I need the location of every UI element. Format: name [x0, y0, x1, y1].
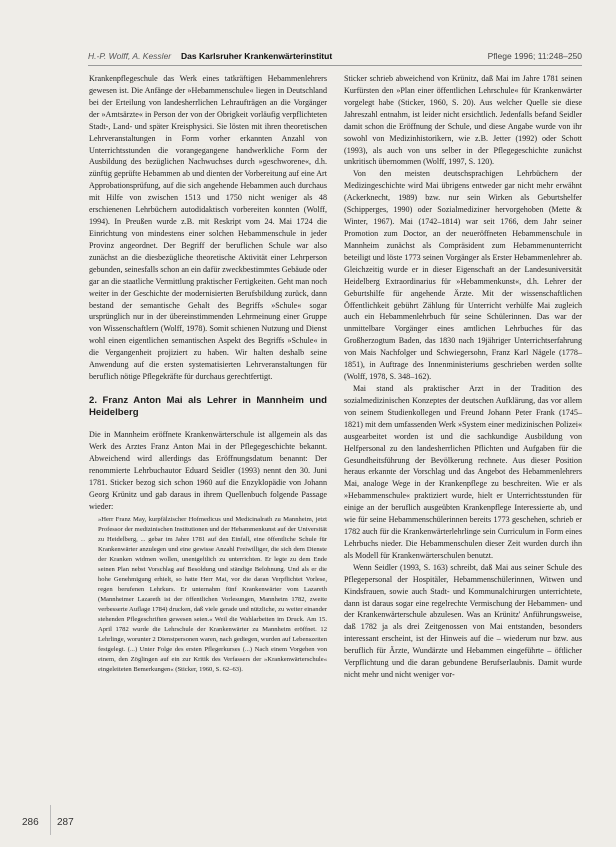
- margin-rule: [50, 805, 51, 835]
- right-paragraph-3: Mai stand als praktischer Arzt in der Tradition des sozialmedizinischen Konzeptes der deutschen Aufklärung, das vor allem von seinem Studienkollegen und Freund Johann Peter Frank (1745–1821) mit dem umfassenden Werk »System einer medizinischen Polizei« ausgearbeitet worden ist und die sachkundige Ausbildung von Helfpersonal zu den landesherrlichen Pflichten und Aufgaben für die Gesundheitsführung der Bevölkerung rechnete. Aus dieser Position heraus erkannte der Vorschlag und das Angebot des Hebammenlehrers Mai, analoge Wege in der Krankenpflege zu beschreiten. Wie er als »Hebammenschule« praktiziert wurde, hielt er Unterrichtsstunden für einige an der beruflich ausgeübten Krankenpflege Interessierte ab, und wie für seine Hebammenschülerinnen bereits 1773 geschehen, schrieb er 1782 auch für die Krankenwärterlehrlinge sein Curriculum in Form eines Lehrbuchs nieder. Die Hebammenschulen dieser Zeit wurden durch ihn als Modell für Krankenwärterschulen benutzt.: [344, 383, 582, 560]
- header-title: Das Karlsruher Krankenwärterinstitut: [181, 51, 333, 61]
- section-heading: 2. Franz Anton Mai als Lehrer in Mannheim und Heidelberg: [89, 394, 327, 418]
- left-paragraph-2: Die in Mannheim eröffnete Krankenwärterschule ist allgemein als das Werk des Arztes Franz Anton Mai in der Pflegegeschichte bekannt. Abweichend wird allerdings das Eröffnungsdatum benannt: Der renommierte Lehrbuchautor Eduard Seidler (1993) nennt den 30. Juni 1781. Sticker bezog sich schon 1960 auf die Enzyklopädie von Johann Georg Krünitz und gab daraus in ihrem Quellenbuch folgende Passage wieder:: [89, 429, 327, 511]
- right-paragraph-2: Von den meisten deutschsprachigen Lehrbüchern der Medizingeschichte wird Mai übrigens entweder gar nicht mehr erwähnt (Ackerknecht, 1989) bzw. nur sein Wirken als Geburtshelfer (Schipperges, 1990) oder Sozialmediziner hervorgehoben (Mette & Winter, 1967). Mai (1742–1814) war seit 1766, dem Jahr seiner Promotion zum Doctor, an der neueröffneten Hebammenschule in Mannheim zunächst als Compräsident zum Hebammenunterricht beteiligt und löste 1773 seinen Vorgänger als Erster Hebammenlehrer ab. Gleichzeitig wurde er in dieser Eigenschaft an der Landesuniversität Heidelberg Extraordinarius für »Hebammenkunst«, d.h. Lehrer der Geburtshilfe für angehende Ärzte. Mit der wissenschaftlichen Öffentlichkeit gebührt Zählung für Unterricht verhülfe Mai zugleich auch ein Hebammenlehrbuch für seine Schülerinnen. Das war der unmittelbare Vorgänger eines amtlichen Lehrbuches für das Großherzogtum Baden, das 1830 nach 19jähriger Unterrichtserfahrung von Mais Nachfolger und Schwiegersohn, Franz Karl Nägele (1778–1851), in Auftrage des Innenministeriums geschrieben werden sollte (Wolff, 1978, S. 348–162).: [344, 169, 582, 382]
- right-paragraph-1: Sticker schrieb abweichend von Krünitz, daß Mai im Jahre 1781 seinen Kurfürsten den »Plan einer öffentlichen Lehrschule« für Krankenwärter vorgelegt habe (Sticker, 1960, S. 20). Aus welcher Quelle sie diese Jahreszahl entnahm, ist leider nicht ersichtlich. Jedenfalls befand Seidler damit schon die Eröffnung der Schule, und diese Angabe wurde von ihr sowohl von Medizinhistorikern, wie z.B. Jetter (1992) oder Schott (1993), als auch von uns selber in der Pflegegeschichte zunächst unkritisch übernommen (Wolff, 1997, S. 120).: [344, 74, 582, 167]
- page-number-left: 286: [22, 817, 39, 828]
- block-quote: »Herr Franz May, kurpfälzischer Hofmedicus und Medicinalrath zu Mannheim, jetzt Professor der medizinischen Institutionen und der Hebammenkunst auf der Universität zu Heidelberg, ... gebar im Jahre 1781 auf den Einfall, eine öffentliche Schule für Krankenwärter anzulegen und eine gewisse Anzahl Freiwilliger, die sich dem Dienste der Kranken widmen wollen, unentgeltlich zu unterrichten. Er legte zu dem Ende seinen Plan nebst Vorschlag auf Besoldung und ständige Belohnung. Und als er die hohe Genehmigung erhielt, so hatte Herr Mai, vor die daran Verpflichtet Vorlese, regen berufenen Lehrkurs. Er unternahm fünf Krankenwärter vom Lazareth (Mannheimer Lazareth ist der öffentlichen Vorlesungen, Mannheim 1782, zweite verbesserte Auflage 1784) drucken, daß viele gerade und nützliche, zu weiter einander stehenden Pflegeschriften gewesen seien.« Weil die Wahlarbeiten im Druck. Am 15. April 1782 wurde die Lehrschule der Krankenwärter zu Mannheim eröffnet. 12 Lehrlinge, worunter 2 Dienstpersonen waren, nach gediegen, wurden auf Lebenszeiten festgelegt. (...) Unter Folge des ersten Pflegerkurses (...) Nach einem Vorgehen von einem, den Zöglingen auf ein zur Kritik des Verfassers der »Krankenwärterschule« eingeleiteten Bemerkungen« (Sticker, 1960, S. 62–63).: [98, 516, 327, 673]
- page-number-right: 287: [57, 817, 74, 828]
- left-column: [89, 73, 327, 675]
- running-header: [88, 49, 582, 66]
- right-column: [344, 73, 582, 681]
- header-citation: Pflege 1996; 11:248–250: [487, 51, 582, 61]
- left-paragraph-1: Krankenpflegeschule das Werk eines tatkräftigen Hebammenlehrers gewesen ist. Die Anfänge der »Hebammenschule« liegen in Deutschland bei der Erteilung von landesherrlichen Lehraufträgen an die Vorgänger der »Amtsärzte« in Person der von der Obrigkeit vorläufig verpflichteten Stadt-, Land- und später Kreisphysici. Sie lösten mit ihren theoretischen Lehrveranstaltungen in Form vorher erkannten Anzahl von Unterrichtsstunden die vorangegangene handwerkliche Form der Ausbildung des bezüglichen Nachwuchses durch »geschworene«, d.h. zünftig geprüfte Hebammen ab und dienten der Vorbereitung auf eine Art Approbationsprüfung, auf die sich angehende Hebammen auch durchaus mit Hilfe von zwischen 1513 und 1750 nicht weniger als 48 erschienenen Lehrbüchern autodidaktisch vorbereiten konnten (Wolff, 1994). In Preußen wurde z.B. mit Reskript vom 24. Mai 1724 die Einrichtung von mindestens einer solchen Hebammenschule in jeder Provinz angeordnet. Der Begriff der beruflichen Schule war also zunächst an die diesbezügliche theoretische Aktivität einer Lehrperson gebunden, seinesfalls schon an ein dafür zweckbestimmtes Gebäude oder gar an die staatliche Vermittlung praktischer Fertigkeiten. Geht man noch weiter in der Geschichte der modernisierten Berufsbildung zurück, dann bestand der semantische Gehalt des Begriffs »Schule« sogar ursprünglich nur in der übereinstimmenden Lehrmeinung einer Gruppe von Wissenschaftlern (Wolff, 1978). Somit schienen Nutzung und Dienst wohl einen eigentlichen semantischen Aspekt des Begriffs »Schule« in die Vergangenheit projiziert zu haben. Wir halten deshalb seine Anwendung auf die ersten systematisierten Lehrveranstaltungen für beruflich nötige Pflegekräfte für durchaus gerechtfertigt.: [89, 74, 327, 382]
- header-authors: H.-P. Wolff, A. Kessler: [88, 51, 172, 61]
- right-paragraph-4: Wenn Seidler (1993, S. 163) schreibt, daß Mai aus seiner Schule des Pflegepersonal der Hospitäler, Hebammenschülerinnen, Witwen und Kindsfrauen, sowie auch Stadt- und Kommunalchirurgen unterrichtete, dann ist daraus sogar eine regelrechte Vermischung der Hebammen- und der Krankenwärterschule abzulesen. Was an Krünitz' Anführungsweise, daß 1782 ja als drei Zeitgenossen von Mai entstanden, besonders interessant erscheint, ist der Hinweis auf die – wiederum nur bzw. aus beruflich für Ärzte, Wundärzte und Hebammen eingeführte – öftlicher Verpflichtung und die daran gebundene Berufserlaubnis. Damit wurde nicht mehr und nicht weniger vor-: [344, 562, 582, 680]
